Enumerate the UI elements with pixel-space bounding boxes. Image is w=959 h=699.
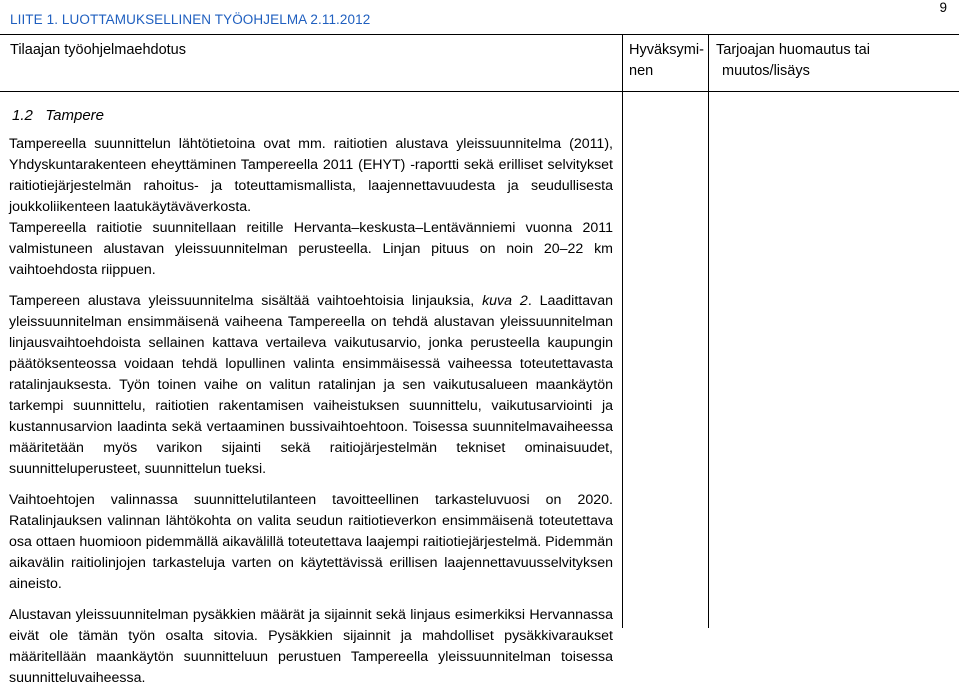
column-divider-2: [708, 34, 709, 628]
notes-line-1: Tarjoajan huomautus tai: [716, 42, 870, 58]
section-number: 1.2: [12, 107, 33, 124]
paragraph-3: [9, 291, 613, 480]
section-title: Tampere: [45, 107, 105, 124]
paragraph-5: Alustavan yleissuunnitelman pysäkkien määrät ja sijainnit sekä linjaus esimerkiksi Hervannassa eivät ole tämän työn osalta sitovia. Pysäkkien sijainnit ja mahdolliset pysäkkivaraukset määritellään maankäytön suunnitteluun perustuen Tampereella yleissuunnitelman toisessa suunnitteluvaiheessa.: [9, 607, 613, 686]
paragraph-3-rest: . Laadittavan yleissuunnitelman ensimmäisenä vaiheena Tampereella on tehdä alustavan yleissuunnitelman linjausvaihtoehdoista sellainen kattava vertaileva vaikutusarvio, jonka perusteella kaupungin päätöksenteossa voidaan tehdä lopullinen valinta ensimmäisessä vaiheessa toteutettavasta ratalinjauksesta. Työn toinen vaihe on valitun ratalinjan ja sen vaikutusalueen maankäytön tarkempi suunnittelu, raitiotien rakentamisen vaiheistuksen suunnittelu, vaikutusarviointi ja kustannusarvion laadinta sekä vertaaminen bussivaihtoehtoon. Toisessa suunnitelmavaiheessa määritetään myös varikon sijainti sekä raitiojärjestelmän tekniset ominaisuudet, suunnitteluperusteet, suunnittelun tueksi.: [9, 293, 613, 477]
paragraph-2: Tampereella raitiotie suunnitellaan reitille Hervanta–keskusta–Lentävänniemi vuonna 2011 valmistuneen alustavan yleissuunnitelman perusteella. Linjan pituus on noin 20–22 km vaihtoehdosta riippuen.: [9, 220, 613, 278]
header-bottom-border: [0, 91, 959, 92]
column-header-notes: [716, 40, 870, 82]
column-header-proposal: Tilaajan työohjelmaehdotus: [10, 42, 186, 58]
paragraph-1: Tampereella suunnittelun lähtötietoina ovat mm. raitiotien alustava yleissuunnitelma (2011), Yhdyskuntarakenteen eheyttäminen Tampereella 2011 (EHYT) -raportti sekä erilliset selvitykset raitiotiejärjestelmän rahoitus- ja toteuttamismallista, laajennettavuudesta ja seudullisesta joukkoliikenteen laatukäytäväverkosta.: [9, 136, 613, 215]
column-header-approval: [629, 40, 704, 82]
notes-line-2: muutos/lisäys: [722, 63, 810, 79]
table-top-border: [0, 34, 959, 35]
section-heading: [12, 107, 104, 124]
paragraph-4: Vaihtoehtojen valinnassa suunnittelutilanteen tavoitteellinen tarkasteluvuosi on 2020. Ratalinjauksen valinnan lähtökohta on valita seudun raitiotieverkon ensimmäisenä toteutettava osa ottaen huomioon pidemmällä aikavälillä toteutettava laajempi raitiotiejärjestelmä. Pidemmän aikavälin raitiolinjojen tarkasteluja varten on käytettävissä erillisen laajennettavuusselvityksen aineisto.: [9, 492, 613, 592]
column-divider-1: [622, 34, 623, 628]
approval-line-2: nen: [629, 63, 654, 79]
approval-line-1: Hyväksymi-: [629, 42, 704, 58]
body-text: [9, 134, 613, 699]
page-number: 9: [939, 0, 947, 15]
paragraph-3-start: Tampereen alustava yleissuunnitelma sisältää vaihtoehtoisia linjauksia,: [9, 293, 483, 309]
figure-reference-link[interactable]: kuva 2: [482, 293, 528, 309]
document-title: LIITE 1. LUOTTAMUKSELLINEN TYÖOHJELMA 2.11.2012: [10, 12, 371, 27]
